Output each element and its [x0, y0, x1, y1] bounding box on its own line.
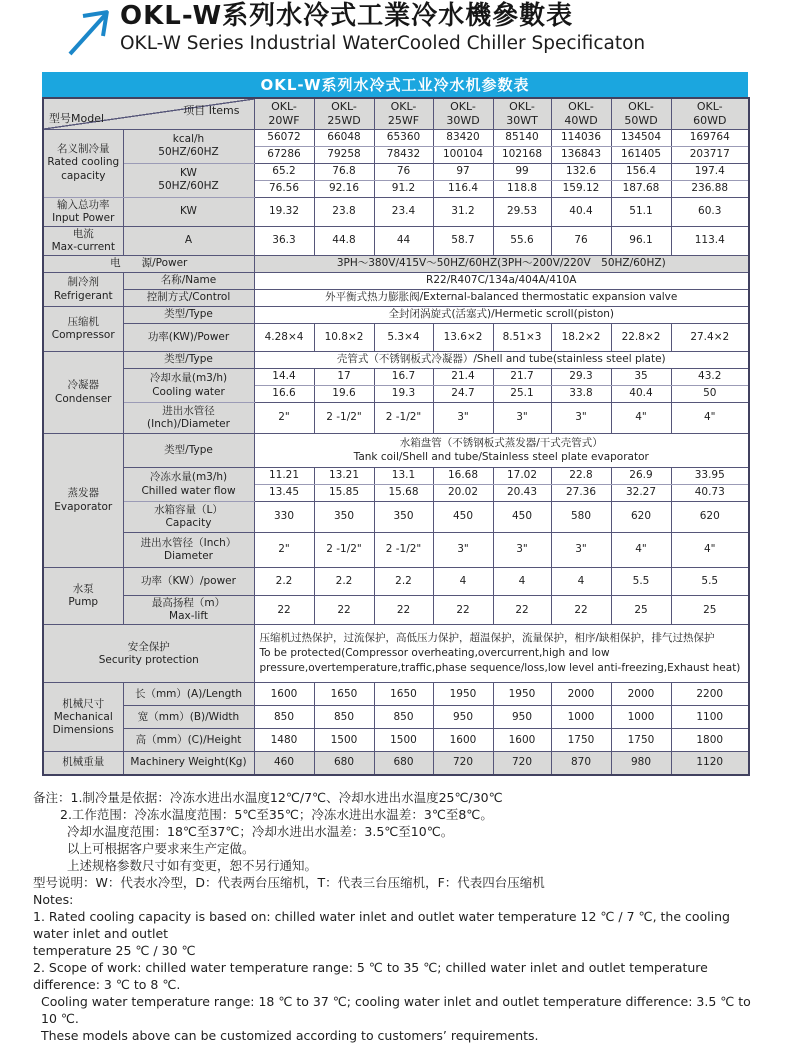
value-cell: 60.3 [671, 197, 749, 226]
value-cell: 1800 [671, 729, 749, 752]
value-cell: 620 [671, 502, 749, 533]
value-cell: 3PH～380V/415V～50HZ/60HZ(3PH～200V/220V 50HZ/60HZ) [254, 256, 749, 273]
table-row [43, 290, 749, 307]
value-cell: 2" [254, 533, 314, 568]
value-cell: 450 [433, 502, 493, 533]
model-header-cell: OKL- 40WD [551, 98, 611, 129]
value-cell: 水箱盘管（不锈钢板式蒸发器/干式壳管式） Tank coil/Shell and tube/Stainless steel plate evaporator [254, 434, 749, 468]
item-cell: KW [123, 197, 254, 226]
value-cell: 26.9 [611, 468, 671, 485]
value-cell: 13.45 [254, 485, 314, 502]
value-cell: 67286 [254, 146, 314, 163]
item-cell: 长（mm）(A)/Length [123, 683, 254, 706]
model-header-cell: OKL- 50WD [611, 98, 671, 129]
value-cell: 16.68 [433, 468, 493, 485]
value-cell: 1600 [254, 683, 314, 706]
value-cell: 29.3 [551, 369, 611, 386]
value-cell: 4 [433, 568, 493, 596]
note-line: Cooling water temperature range: 18 ℃ to 37 ℃; cooling water inlet and outlet temperature difference: 3.5 ℃ to 10 ℃. [41, 993, 751, 1026]
note-line: 上述规格参数尺寸如有变更，恕不另行通知。 [67, 857, 318, 873]
item-cell: 名称/Name [123, 273, 254, 290]
value-cell: 18.2×2 [551, 324, 611, 352]
value-cell: 116.4 [433, 180, 493, 197]
value-cell: 22.8 [551, 468, 611, 485]
value-cell: 870 [551, 752, 611, 775]
value-cell: 2.2 [314, 568, 374, 596]
value-cell: 680 [374, 752, 433, 775]
value-cell: 1750 [611, 729, 671, 752]
value-cell: 13.1 [374, 468, 433, 485]
value-cell: 169764 [671, 129, 749, 146]
value-cell: 23.8 [314, 197, 374, 226]
value-cell: 19.6 [314, 386, 374, 403]
value-cell: 136843 [551, 146, 611, 163]
table-row [43, 352, 749, 369]
value-cell: 40.73 [671, 485, 749, 502]
value-cell: 3" [433, 403, 493, 434]
value-cell: 32.27 [611, 485, 671, 502]
value-cell: 2 -1/2" [314, 403, 374, 434]
notes-section [33, 789, 763, 1044]
value-cell: 134504 [611, 129, 671, 146]
value-cell: 1000 [551, 706, 611, 729]
value-cell: 4 [551, 568, 611, 596]
category-cell: 蒸发器 Evaporator [43, 434, 123, 568]
value-cell: 5.3×4 [374, 324, 433, 352]
corner-items-label: 项目 Items [183, 104, 240, 117]
value-cell: 15.85 [314, 485, 374, 502]
category-cell: 机械重量 [43, 752, 123, 775]
value-cell: 83420 [433, 129, 493, 146]
category-cell: 安全保护 Security protection [43, 625, 254, 683]
value-cell: 450 [493, 502, 551, 533]
value-cell: 203717 [671, 146, 749, 163]
value-cell: 22 [551, 596, 611, 625]
value-cell: 1950 [433, 683, 493, 706]
value-cell: 720 [493, 752, 551, 775]
table-row [43, 434, 749, 468]
value-cell: 92.16 [314, 180, 374, 197]
value-cell: 76.56 [254, 180, 314, 197]
value-cell: 950 [493, 706, 551, 729]
value-cell: 壳管式（不锈钢板式冷凝器）/Shell and tube(stainless steel plate) [254, 352, 749, 369]
value-cell: 156.4 [611, 163, 671, 180]
table-row [43, 226, 749, 255]
value-cell: 4" [671, 533, 749, 568]
value-cell: 13.6×2 [433, 324, 493, 352]
value-cell: 5.5 [671, 568, 749, 596]
spec-sheet [42, 72, 748, 776]
value-cell: 102168 [493, 146, 551, 163]
table-row [43, 625, 749, 683]
value-cell: 58.7 [433, 226, 493, 255]
value-cell: 460 [254, 752, 314, 775]
item-cell: 进出水管径（Inch） Diameter [123, 533, 254, 568]
document-header [0, 0, 790, 72]
value-cell: 44.8 [314, 226, 374, 255]
value-cell: 580 [551, 502, 611, 533]
table-row [43, 163, 749, 180]
category-cell: 制冷剂 Refrigerant [43, 273, 123, 307]
value-cell: 720 [433, 752, 493, 775]
table-title-banner: OKL-W系列水冷式工业冷水机参数表 [42, 72, 748, 97]
table-row [43, 129, 749, 146]
value-cell: 1600 [493, 729, 551, 752]
value-cell: 40.4 [551, 197, 611, 226]
item-cell: A [123, 226, 254, 255]
arrow-logo-icon [62, 6, 120, 58]
value-cell: 31.2 [433, 197, 493, 226]
value-cell: 1650 [314, 683, 374, 706]
value-cell: 159.12 [551, 180, 611, 197]
value-cell: 1750 [551, 729, 611, 752]
value-cell: 44 [374, 226, 433, 255]
item-cell: 功率（KW）/power [123, 568, 254, 596]
table-row [43, 324, 749, 352]
value-cell: 40.4 [611, 386, 671, 403]
value-cell: 25 [671, 596, 749, 625]
value-cell: 118.8 [493, 180, 551, 197]
model-header-cell: OKL- 25WD [314, 98, 374, 129]
value-cell: 76 [374, 163, 433, 180]
value-cell: 350 [374, 502, 433, 533]
value-cell: 10.8×2 [314, 324, 374, 352]
table-row [43, 729, 749, 752]
value-cell: 2 -1/2" [374, 533, 433, 568]
note-line: 型号说明：W：代表水冷型，D：代表两台压缩机，T：代表三台压缩机，F：代表四台压缩机 [33, 874, 545, 890]
value-cell: 65360 [374, 129, 433, 146]
note-line: 2. Scope of work: chilled water temperature range: 5 ℃ to 35 ℃; chilled water inlet and outlet temperature difference: 3 ℃ to 8 ℃. [33, 959, 708, 992]
value-cell: 1650 [374, 683, 433, 706]
item-cell: 水箱容量（L） Capacity [123, 502, 254, 533]
item-cell: KW 50HZ/60HZ [123, 163, 254, 197]
value-cell: 2200 [671, 683, 749, 706]
value-cell: 850 [374, 706, 433, 729]
table-row [43, 256, 749, 273]
table-row [43, 706, 749, 729]
value-cell: 2 -1/2" [374, 403, 433, 434]
item-cell: 宽（mm）(B)/Width [123, 706, 254, 729]
value-cell: 2000 [551, 683, 611, 706]
value-cell: 79258 [314, 146, 374, 163]
value-cell: 19.3 [374, 386, 433, 403]
table-row [43, 568, 749, 596]
value-cell: 3" [551, 533, 611, 568]
item-cell: 高（mm）(C)/Height [123, 729, 254, 752]
value-cell: 17.02 [493, 468, 551, 485]
value-cell: 2 -1/2" [314, 533, 374, 568]
item-cell: 类型/Type [123, 307, 254, 324]
table-row [43, 468, 749, 485]
category-cell: 水泵 Pump [43, 568, 123, 625]
value-cell: 1480 [254, 729, 314, 752]
item-cell: 控制方式/Control [123, 290, 254, 307]
category-cell: 输入总功率 Input Power [43, 197, 123, 226]
item-cell: 类型/Type [123, 434, 254, 468]
value-cell: 22.8×2 [611, 324, 671, 352]
model-header-cell: OKL- 30WD [433, 98, 493, 129]
item-cell: 进出水管径 (Inch)/Diameter [123, 403, 254, 434]
value-cell: 1600 [433, 729, 493, 752]
value-cell: 2000 [611, 683, 671, 706]
value-cell: 20.43 [493, 485, 551, 502]
table-row [43, 683, 749, 706]
value-cell: 22 [493, 596, 551, 625]
value-cell: 1120 [671, 752, 749, 775]
model-header-cell: OKL- 30WT [493, 98, 551, 129]
value-cell: 99 [493, 163, 551, 180]
page-title-zh: OKL-W系列水冷式工業冷水機參數表 [120, 1, 574, 31]
value-cell: 11.21 [254, 468, 314, 485]
value-cell: 22 [254, 596, 314, 625]
value-cell: 78432 [374, 146, 433, 163]
item-cell: 冷却水量(m3/h) Cooling water [123, 369, 254, 403]
value-cell: 16.6 [254, 386, 314, 403]
category-cell: 电 源/Power [43, 256, 254, 273]
note-line: 2.工作范围：冷冻水温度范围：5℃至35℃；冷冻水进出水温差：3℃至8℃。 [60, 806, 493, 822]
value-cell: 1500 [314, 729, 374, 752]
value-cell: 76.8 [314, 163, 374, 180]
value-cell: 20.02 [433, 485, 493, 502]
value-cell: 187.68 [611, 180, 671, 197]
value-cell: 680 [314, 752, 374, 775]
value-cell: 22 [374, 596, 433, 625]
value-cell: 16.7 [374, 369, 433, 386]
value-cell: 85140 [493, 129, 551, 146]
value-cell: 14.4 [254, 369, 314, 386]
table-row [43, 533, 749, 568]
value-cell: 51.1 [611, 197, 671, 226]
value-cell: 114036 [551, 129, 611, 146]
category-cell: 机械尺寸 Mechanical Dimensions [43, 683, 123, 752]
category-cell: 电流 Max-current [43, 226, 123, 255]
model-header-cell: OKL- 60WD [671, 98, 749, 129]
value-cell: 66048 [314, 129, 374, 146]
page-title-en: OKL-W Series Industrial WaterCooled Chiller Specificaton [120, 33, 646, 54]
note-line: 冷却水温度范围：18℃至37℃；冷却水进出水温差：3.5℃至10℃。 [67, 823, 454, 839]
value-cell: 29.53 [493, 197, 551, 226]
value-cell: 33.8 [551, 386, 611, 403]
value-cell: 13.21 [314, 468, 374, 485]
value-cell: 3" [493, 533, 551, 568]
value-cell: 1950 [493, 683, 551, 706]
model-header-cell: OKL- 20WF [254, 98, 314, 129]
value-cell: 25 [611, 596, 671, 625]
value-cell: 43.2 [671, 369, 749, 386]
value-cell: 27.36 [551, 485, 611, 502]
value-cell: 620 [611, 502, 671, 533]
value-cell: 850 [314, 706, 374, 729]
table-row [43, 596, 749, 625]
value-cell: 3" [433, 533, 493, 568]
category-cell: 冷凝器 Condenser [43, 352, 123, 434]
value-cell: 132.6 [551, 163, 611, 180]
value-cell: 236.88 [671, 180, 749, 197]
note-line: 以上可根据客户要求来生产定做。 [67, 840, 255, 856]
value-cell: 2.2 [254, 568, 314, 596]
value-cell: 15.68 [374, 485, 433, 502]
value-cell: 96.1 [611, 226, 671, 255]
value-cell: 330 [254, 502, 314, 533]
value-cell: 22 [314, 596, 374, 625]
item-cell: kcal/h 50HZ/60HZ [123, 129, 254, 163]
value-cell: 56072 [254, 129, 314, 146]
value-cell: 3" [493, 403, 551, 434]
table-row [43, 369, 749, 386]
value-cell: 113.4 [671, 226, 749, 255]
value-cell: 980 [611, 752, 671, 775]
value-cell: 24.7 [433, 386, 493, 403]
table-row [43, 273, 749, 290]
table-row [43, 403, 749, 434]
value-cell: 4 [493, 568, 551, 596]
value-cell: 19.32 [254, 197, 314, 226]
notes-english [33, 891, 763, 1044]
category-cell: 名义制冷量 Rated cooling capacity [43, 129, 123, 197]
value-cell: 外平衡式热力膨胀阀/External-balanced thermostatic expansion valve [254, 290, 749, 307]
value-cell: 4" [611, 533, 671, 568]
item-cell: 功率(KW)/Power [123, 324, 254, 352]
note-line: temperature 25 ℃ / 30 ℃ [33, 942, 196, 958]
model-header-row [43, 98, 749, 129]
value-cell: 4" [611, 403, 671, 434]
value-cell: 55.6 [493, 226, 551, 255]
value-cell: 950 [433, 706, 493, 729]
table-row [43, 502, 749, 533]
value-cell: 100104 [433, 146, 493, 163]
table-row [43, 197, 749, 226]
note-line: 1. Rated cooling capacity is based on: chilled water inlet and outlet water temperature 12 ℃ / 7 ℃, the cooling water inlet and outlet [33, 908, 730, 941]
value-cell: 33.95 [671, 468, 749, 485]
corner-cell [43, 98, 254, 129]
note-line: 备注：1.制冷量是依据：冷冻水进出水温度12℃/7℃、冷却水进出水温度25℃/30℃ [33, 789, 503, 805]
spec-table [42, 97, 750, 776]
value-cell: 36.3 [254, 226, 314, 255]
value-cell: 全封闭涡旋式(活塞式)/Hermetic scroll(piston) [254, 307, 749, 324]
title-block [120, 0, 645, 56]
value-cell: 161405 [611, 146, 671, 163]
value-cell: 4" [671, 403, 749, 434]
model-header-cell: OKL- 25WF [374, 98, 433, 129]
value-cell: 压缩机过热保护，过流保护，高低压力保护，超温保护，流量保护，相序/缺相保护，排气过热保护 To be protected(Compressor overheating,overcurrent,high and low pressure,overtemperature,traffic,phase sequence/loss,low level anti-freezing,Exhaust heat) [254, 625, 749, 683]
table-row [43, 307, 749, 324]
value-cell: 35 [611, 369, 671, 386]
corner-model-label: 型号Model [49, 111, 105, 125]
value-cell: 22 [433, 596, 493, 625]
value-cell: 17 [314, 369, 374, 386]
value-cell: 27.4×2 [671, 324, 749, 352]
note-line: Notes: [33, 891, 74, 907]
item-cell: Machinery Weight(Kg) [123, 752, 254, 775]
value-cell: 91.2 [374, 180, 433, 197]
item-cell: 最高扬程（m） Max-lift [123, 596, 254, 625]
value-cell: 50 [671, 386, 749, 403]
value-cell: 3" [551, 403, 611, 434]
value-cell: 21.7 [493, 369, 551, 386]
item-cell: 类型/Type [123, 352, 254, 369]
value-cell: 65.2 [254, 163, 314, 180]
value-cell: 25.1 [493, 386, 551, 403]
value-cell: 1500 [374, 729, 433, 752]
value-cell: 2.2 [374, 568, 433, 596]
value-cell: 97 [433, 163, 493, 180]
value-cell: 5.5 [611, 568, 671, 596]
value-cell: 350 [314, 502, 374, 533]
note-line: These models above can be customized according to customers’ requirements. [41, 1027, 539, 1043]
item-cell: 冷冻水量(m3/h) Chilled water flow [123, 468, 254, 502]
value-cell: 850 [254, 706, 314, 729]
value-cell: 23.4 [374, 197, 433, 226]
value-cell: 1000 [611, 706, 671, 729]
value-cell: 76 [551, 226, 611, 255]
value-cell: 197.4 [671, 163, 749, 180]
value-cell: 1100 [671, 706, 749, 729]
value-cell: 4.28×4 [254, 324, 314, 352]
value-cell: 8.51×3 [493, 324, 551, 352]
value-cell: 2" [254, 403, 314, 434]
category-cell: 压缩机 Compressor [43, 307, 123, 352]
value-cell: R22/R407C/134a/404A/410A [254, 273, 749, 290]
table-row [43, 752, 749, 775]
value-cell: 21.4 [433, 369, 493, 386]
